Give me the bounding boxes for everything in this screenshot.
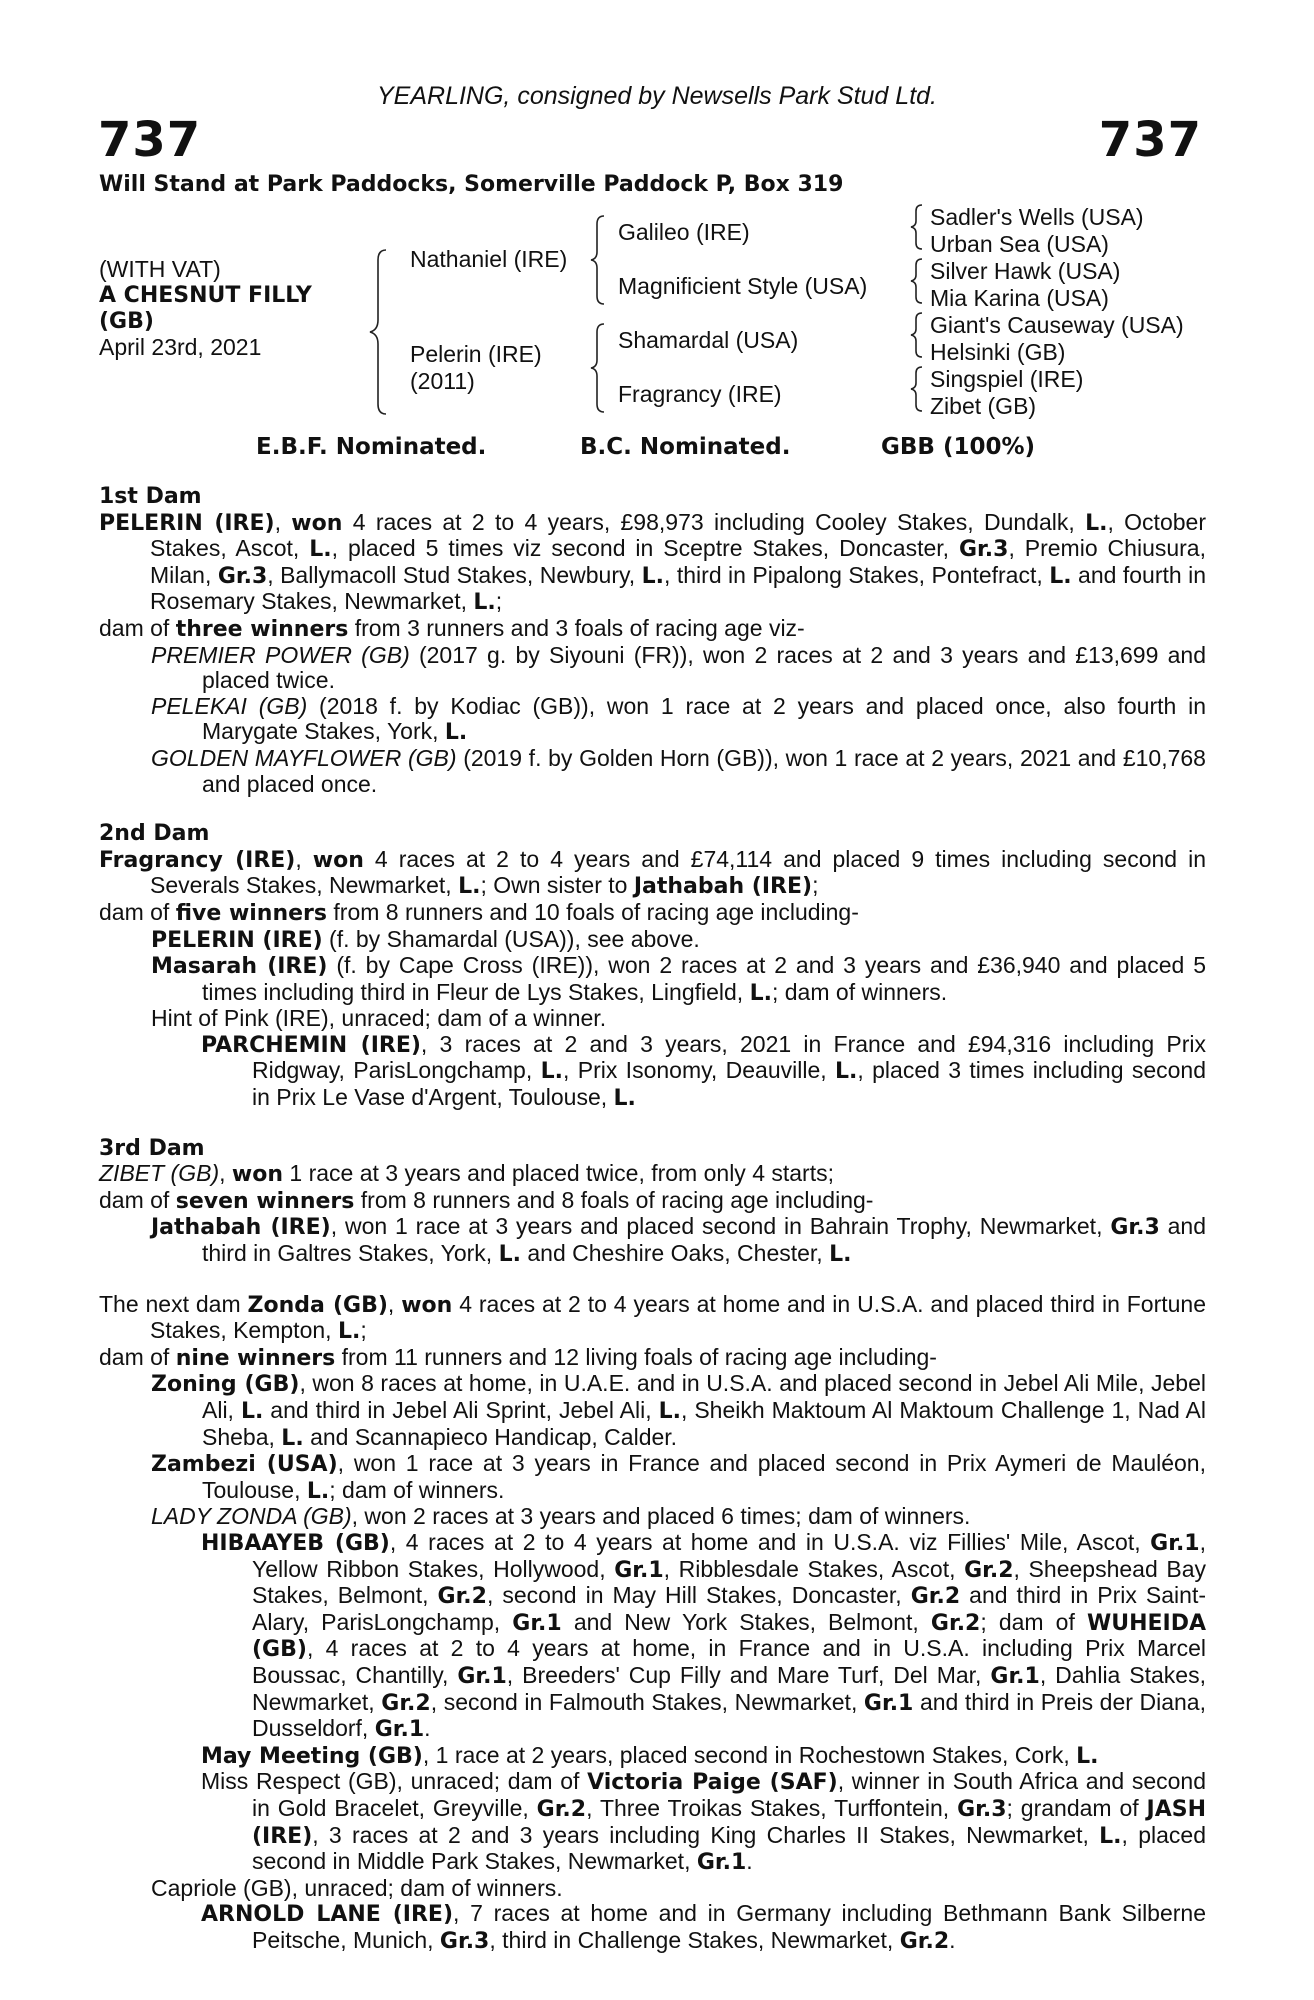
- bold-text: L.: [458, 874, 481, 900]
- text-run: from 8 runners and 10 foals of racing age including-: [327, 898, 859, 925]
- catalogue-body: [99, 484, 1206, 1954]
- text-run: and third in Prix Saint-Alary, ParisLongchamp,: [252, 1582, 1206, 1635]
- bold-text: nine winners: [175, 1345, 336, 1371]
- text-run: , October Stakes, Ascot,: [150, 508, 1206, 562]
- bold-text: Gr.1: [614, 1557, 664, 1583]
- text-run: , third in Challenge Stakes, Newmarket,: [489, 1926, 900, 1953]
- text-run: (f. by Cape Cross (IRE)), won 2 races at 2 and 3 years and £36,940 and placed 5 times including third in Fleur de Lys Stakes, Lingfield,: [202, 952, 1206, 1005]
- bold-text: ARNOLD LANE (IRE): [201, 1902, 454, 1928]
- sire-dam-brace: [370, 250, 386, 414]
- gbb-status: GBB (100%): [881, 434, 1036, 460]
- bold-text: Masarah (IRE): [151, 954, 328, 980]
- bold-text: Gr.3: [957, 1796, 1007, 1822]
- bold-text: L.: [835, 1059, 858, 1085]
- text-run: ;: [812, 872, 819, 899]
- text-run: , Sheikh Maktoum Al Maktoum Challenge 1, Nad Al Sheba,: [202, 1397, 1206, 1450]
- text-run: 4 races at 2 to 4 years and £74,114 and placed 9 times including second in Severals Stakes, Newmarket,: [150, 845, 1206, 899]
- consignment-line: YEARLING, consigned by Newsells Park Stud Ltd.: [377, 82, 937, 110]
- bold-text: Gr.3: [439, 1928, 490, 1954]
- bold-text: won: [231, 1162, 284, 1188]
- section-heading: 2nd Dam: [99, 821, 210, 847]
- text-run: , third in Pipalong Stakes, Pontefract,: [664, 561, 1050, 588]
- ss-brace: [911, 205, 922, 249]
- bold-text: Gr.1: [990, 1663, 1040, 1689]
- pedigree-entry: [99, 694, 1206, 746]
- dam-name: Pelerin (IRE): [410, 341, 542, 367]
- text-run: , Ribblesdale Stakes, Ascot,: [663, 1555, 965, 1582]
- pedigree-entry: [99, 900, 1206, 927]
- lot-number-left: 737: [98, 112, 202, 168]
- dam-sire: Shamardal (USA): [618, 327, 799, 353]
- text-run: from 8 runners and 8 foals of racing age including-: [354, 1186, 874, 1213]
- text-run: ;: [495, 588, 503, 615]
- text-run: dam of: [99, 1343, 176, 1370]
- bold-text: HIBAAYEB (GB): [201, 1530, 390, 1556]
- bold-text: L.: [641, 563, 665, 589]
- bold-text: PELERIN (IRE): [99, 510, 275, 536]
- pedigree-entry: [99, 643, 1206, 694]
- bold-text: L.: [613, 1086, 636, 1112]
- bold-text: L.: [540, 1059, 563, 1085]
- pedigree-section: [99, 484, 1206, 797]
- pedigree-section: [99, 1136, 1206, 1268]
- ds-brace: [911, 313, 922, 357]
- bold-text: L.: [1076, 1743, 1099, 1769]
- text-run: dam of: [99, 1186, 176, 1213]
- text-run: , 3 races at 2 and 3 years including King Charles II Stakes, Newmarket,: [312, 1821, 1100, 1848]
- text-run: , placed 3 times including second in Prix Le Vase d'Argent, Toulouse,: [252, 1057, 1207, 1111]
- sire-dam: Magnificient Style (USA): [618, 273, 868, 299]
- pedigree-entry: [99, 746, 1206, 797]
- italic-text: GOLDEN MAYFLOWER (GB): [151, 744, 457, 771]
- bold-text: Gr.3: [217, 563, 268, 589]
- text-run: , Dahlia Stakes, Newmarket,: [252, 1661, 1206, 1715]
- bold-text: Gr.1: [696, 1850, 747, 1876]
- text-run: 1 race at 3 years and placed twice, from only 4 starts;: [283, 1160, 834, 1187]
- bold-text: Victoria Paige (SAF): [587, 1770, 838, 1796]
- text-run: , second in May Hill Stakes, Doncaster,: [486, 1582, 911, 1609]
- dam-dam: Fragrancy (IRE): [618, 381, 782, 407]
- bold-text: May Meeting (GB): [201, 1743, 423, 1769]
- bold-text: Zonda (GB): [247, 1292, 388, 1318]
- italic-text: PELEKAI (GB): [151, 692, 308, 719]
- italic-text: PREMIER POWER (GB): [151, 641, 410, 668]
- bold-text: Gr.2: [910, 1584, 961, 1610]
- bold-text: Gr.1: [457, 1663, 507, 1689]
- pedigree-entry: [99, 1214, 1206, 1267]
- pedigree-entry: [99, 1743, 1206, 1770]
- bold-text: Gr.2: [964, 1557, 1014, 1583]
- vat-note: (WITH VAT): [99, 256, 221, 282]
- text-run: and Cheshire Oaks, Chester,: [520, 1240, 830, 1267]
- pedigree-entry: [99, 1292, 1206, 1345]
- stabling-location: Will Stand at Park Paddocks, Somerville Paddock P, Box 319: [99, 172, 844, 197]
- bold-text: L.: [749, 980, 772, 1006]
- foaling-date: April 23rd, 2021: [99, 334, 262, 360]
- bold-text: L.: [337, 1319, 361, 1345]
- bold-text: PARCHEMIN (IRE): [201, 1032, 421, 1058]
- pedigree-entry: [99, 1530, 1206, 1743]
- bold-text: Jathabah (IRE): [633, 874, 813, 900]
- text-run: dam of: [99, 898, 176, 925]
- lot-number-right: 737: [1098, 112, 1202, 168]
- text-run: , 1 race at 2 years, placed second in Rochestown Stakes, Cork,: [422, 1741, 1077, 1768]
- text-run: Hint of Pink (IRE), unraced; dam of a winner.: [151, 1005, 607, 1032]
- pedigree-entry: [99, 1901, 1206, 1954]
- sss-name: Sadler's Wells (USA): [930, 204, 1144, 230]
- pedigree-entry: [99, 1006, 1206, 1032]
- text-run: and third in Jebel Ali Sprint, Jebel Ali,: [263, 1397, 659, 1423]
- bold-text: Gr.1: [863, 1690, 914, 1716]
- pedigree-entry: [99, 1188, 1206, 1215]
- bold-text: L.: [829, 1242, 852, 1268]
- horse-name: A CHESNUT FILLY: [99, 283, 312, 308]
- bold-text: L.: [1085, 510, 1108, 536]
- pedigree-entry: [99, 1451, 1206, 1504]
- bold-text: Gr.1: [1150, 1530, 1200, 1556]
- sds-name: Silver Hawk (USA): [930, 258, 1121, 284]
- dd-brace: [911, 367, 922, 411]
- text-run: ; grandam of: [1006, 1794, 1147, 1821]
- section-heading: 1st Dam: [99, 484, 202, 509]
- text-run: ,: [295, 845, 313, 872]
- sire-name: Nathaniel (IRE): [410, 246, 568, 272]
- dam-brace: [591, 324, 604, 412]
- text-run: The next dam: [99, 1290, 248, 1317]
- text-run: 4 races at 2 to 4 years at home and in U.S.A. and placed third in Fortune Stakes, Kempton,: [150, 1290, 1207, 1344]
- text-run: (2017 g. by Siyouni (FR)), won 2 races at 2 and 3 years and £13,699 and placed twice.: [202, 641, 1206, 694]
- bold-text: Gr.2: [536, 1796, 587, 1822]
- bold-text: JASH (IRE): [252, 1796, 1206, 1849]
- text-run: from 3 runners and 3 foals of racing age viz-: [348, 614, 805, 641]
- bold-text: won: [312, 847, 364, 873]
- text-run: (2018 f. by Kodiac (GB)), won 1 race at 2 years and placed once, also fourth in Marygate Stakes, York,: [202, 692, 1207, 745]
- bold-text: L.: [1049, 563, 1072, 589]
- text-run: .: [746, 1848, 753, 1875]
- text-run: and Scannapieco Handicap, Calder.: [303, 1423, 678, 1450]
- text-run: ;: [360, 1317, 367, 1344]
- pedigree-entry: [99, 510, 1206, 616]
- text-run: , 4 races at 2 to 4 years at home, in France and in U.S.A. including Prix Marcel Boussac, Chantilly,: [252, 1635, 1206, 1688]
- text-run: 4 races at 2 to 4 years, £98,973 including Cooley Stakes, Dundalk,: [342, 508, 1086, 535]
- text-run: ; dam of winners.: [329, 1476, 505, 1503]
- text-run: , Three Troikas Stakes, Turffontein,: [586, 1794, 958, 1821]
- bold-text: won: [401, 1292, 453, 1318]
- sd-brace: [911, 259, 922, 303]
- text-run: , placed 5 times viz second in Sceptre Stakes, Doncaster,: [331, 535, 959, 562]
- text-run: , Premio Chiusura, Milan,: [150, 535, 1206, 588]
- dss-name: Giant's Causeway (USA): [930, 312, 1184, 338]
- sire-sire: Galileo (IRE): [618, 219, 750, 245]
- pedigree-entry: [99, 1504, 1206, 1530]
- bold-text: Gr.1: [512, 1610, 562, 1636]
- text-run: ; dam of winners.: [771, 978, 948, 1005]
- sdd-name: Mia Karina (USA): [930, 285, 1109, 311]
- bold-text: Jathabah (IRE): [151, 1215, 331, 1241]
- bold-text: L.: [444, 720, 468, 746]
- bold-text: L.: [1099, 1823, 1122, 1849]
- text-run: , placed second in Middle Park Stakes, Newmarket,: [252, 1821, 1206, 1875]
- dds-name: Singspiel (IRE): [930, 366, 1084, 392]
- text-run: , won 1 race at 3 years in France and placed second in Prix Aymeri de Mauléon, Toulouse,: [202, 1450, 1206, 1503]
- pedigree-entry: [99, 1876, 1206, 1902]
- text-run: ; Own sister to: [480, 872, 634, 899]
- text-run: dam of: [99, 614, 176, 641]
- ddd-name: Zibet (GB): [930, 393, 1037, 419]
- ebf-nomination: E.B.F. Nominated.: [256, 434, 487, 460]
- bc-nomination: B.C. Nominated.: [580, 434, 791, 460]
- text-run: , Sheepshead Bay Stakes, Belmont,: [252, 1555, 1206, 1609]
- pedigree-entry: [99, 1032, 1206, 1112]
- dsd-name: Helsinki (GB): [930, 339, 1066, 365]
- text-run: , winner in South Africa and second in Gold Bracelet, Greyville,: [252, 1768, 1206, 1821]
- text-run: and third in Preis der Diana, Dusseldorf,: [252, 1688, 1206, 1742]
- text-run: , Ballymacoll Stud Stakes, Newbury,: [267, 561, 642, 588]
- italic-text: LADY ZONDA (GB): [151, 1503, 352, 1530]
- text-run: , Prix Isonomy, Deauville,: [562, 1057, 835, 1084]
- bold-text: seven winners: [175, 1188, 355, 1214]
- pedigree-entry: [99, 1161, 1206, 1188]
- text-run: , won 2 races at 3 years and placed 6 times; dam of winners.: [351, 1503, 971, 1530]
- text-run: Capriole (GB), unraced; dam of winners.: [151, 1874, 563, 1901]
- bold-text: Gr.1: [374, 1717, 425, 1743]
- pedigree-entry: [99, 953, 1206, 1006]
- pedigree-entry: [99, 847, 1206, 900]
- pedigree-entry: [99, 616, 1206, 643]
- pedigree-entry: [99, 1345, 1206, 1372]
- bold-text: Gr.3: [959, 537, 1009, 563]
- text-run: from 11 runners and 12 living foals of racing age including-: [335, 1343, 937, 1370]
- text-run: ,: [219, 1160, 232, 1187]
- text-run: Miss Respect (GB), unraced; dam of: [201, 1768, 588, 1795]
- pedigree-section: [99, 1292, 1206, 1955]
- text-run: and third in Galtres Stakes, York,: [202, 1213, 1207, 1267]
- ssd-name: Urban Sea (USA): [930, 231, 1109, 257]
- bold-text: L.: [658, 1399, 681, 1424]
- bold-text: WUHEIDA (GB): [252, 1610, 1207, 1663]
- bold-text: won: [291, 510, 343, 536]
- text-run: (2019 f. by Golden Horn (GB)), won 1 race at 2 years, 2021 and £10,768 and placed once.: [202, 744, 1206, 797]
- text-run: and fourth in Rosemary Stakes, Newmarket,: [150, 561, 1207, 615]
- bold-text: three winners: [175, 616, 349, 642]
- pedigree-section: [99, 821, 1206, 1112]
- text-run: ,: [387, 1290, 402, 1317]
- pedigree-entry: [99, 1371, 1206, 1451]
- bold-text: Fragrancy (IRE): [99, 847, 296, 873]
- section-heading: 3rd Dam: [99, 1135, 205, 1161]
- italic-text: ZIBET (GB): [99, 1160, 220, 1187]
- bold-text: L.: [309, 537, 332, 563]
- sire-brace: [591, 216, 604, 304]
- text-run: ; dam of: [980, 1608, 1087, 1635]
- bold-text: Zambezi (USA): [151, 1452, 338, 1478]
- bold-text: L.: [306, 1478, 330, 1504]
- bold-text: Gr.2: [437, 1584, 487, 1610]
- bold-text: five winners: [175, 900, 328, 926]
- text-run: (f. by Shamardal (USA)), see above.: [322, 925, 700, 952]
- bold-text: L.: [473, 590, 496, 616]
- bold-text: PELERIN (IRE): [151, 927, 323, 953]
- text-run: , Yellow Ribbon Stakes, Hollywood,: [252, 1528, 1206, 1582]
- text-run: , won 1 race at 3 years and placed second in Bahrain Trophy, Newmarket,: [330, 1213, 1111, 1240]
- horse-origin: (GB): [99, 309, 154, 334]
- text-run: .: [424, 1715, 431, 1742]
- text-run: , Breeders' Cup Filly and Mare Turf, Del Mar,: [506, 1661, 991, 1688]
- text-run: , 4 races at 2 to 4 years at home and in U.S.A. viz Fillies' Mile, Ascot,: [389, 1528, 1151, 1555]
- text-run: , 7 races at home and in Germany including Bethmann Bank Silberne Peitsche, Munich,: [252, 1900, 1207, 1953]
- text-run: , second in Falmouth Stakes, Newmarket,: [430, 1688, 864, 1715]
- pedigree-entry: [99, 1769, 1206, 1875]
- text-run: ,: [274, 508, 292, 535]
- bold-text: L.: [498, 1242, 521, 1268]
- bold-text: Gr.2: [381, 1690, 431, 1716]
- bold-text: L.: [281, 1425, 304, 1451]
- bold-text: Gr.2: [899, 1928, 950, 1954]
- bold-text: Gr.3: [1110, 1215, 1160, 1241]
- bold-text: Zoning (GB): [151, 1372, 300, 1398]
- dam-year: (2011): [410, 368, 475, 394]
- text-run: and New York Stakes, Belmont,: [561, 1608, 931, 1635]
- text-run: , 3 races at 2 and 3 years, 2021 in France and £94,316 including Prix Ridgway, ParisLongchamp,: [252, 1030, 1206, 1084]
- bold-text: L.: [240, 1399, 264, 1424]
- pedigree-entry: [99, 927, 1206, 954]
- text-run: .: [949, 1926, 956, 1953]
- text-run: , won 8 races at home, in U.A.E. and in U.S.A. and placed second in Jebel Ali Mile, Jebel Ali,: [202, 1370, 1207, 1423]
- bold-text: Gr.2: [930, 1610, 981, 1636]
